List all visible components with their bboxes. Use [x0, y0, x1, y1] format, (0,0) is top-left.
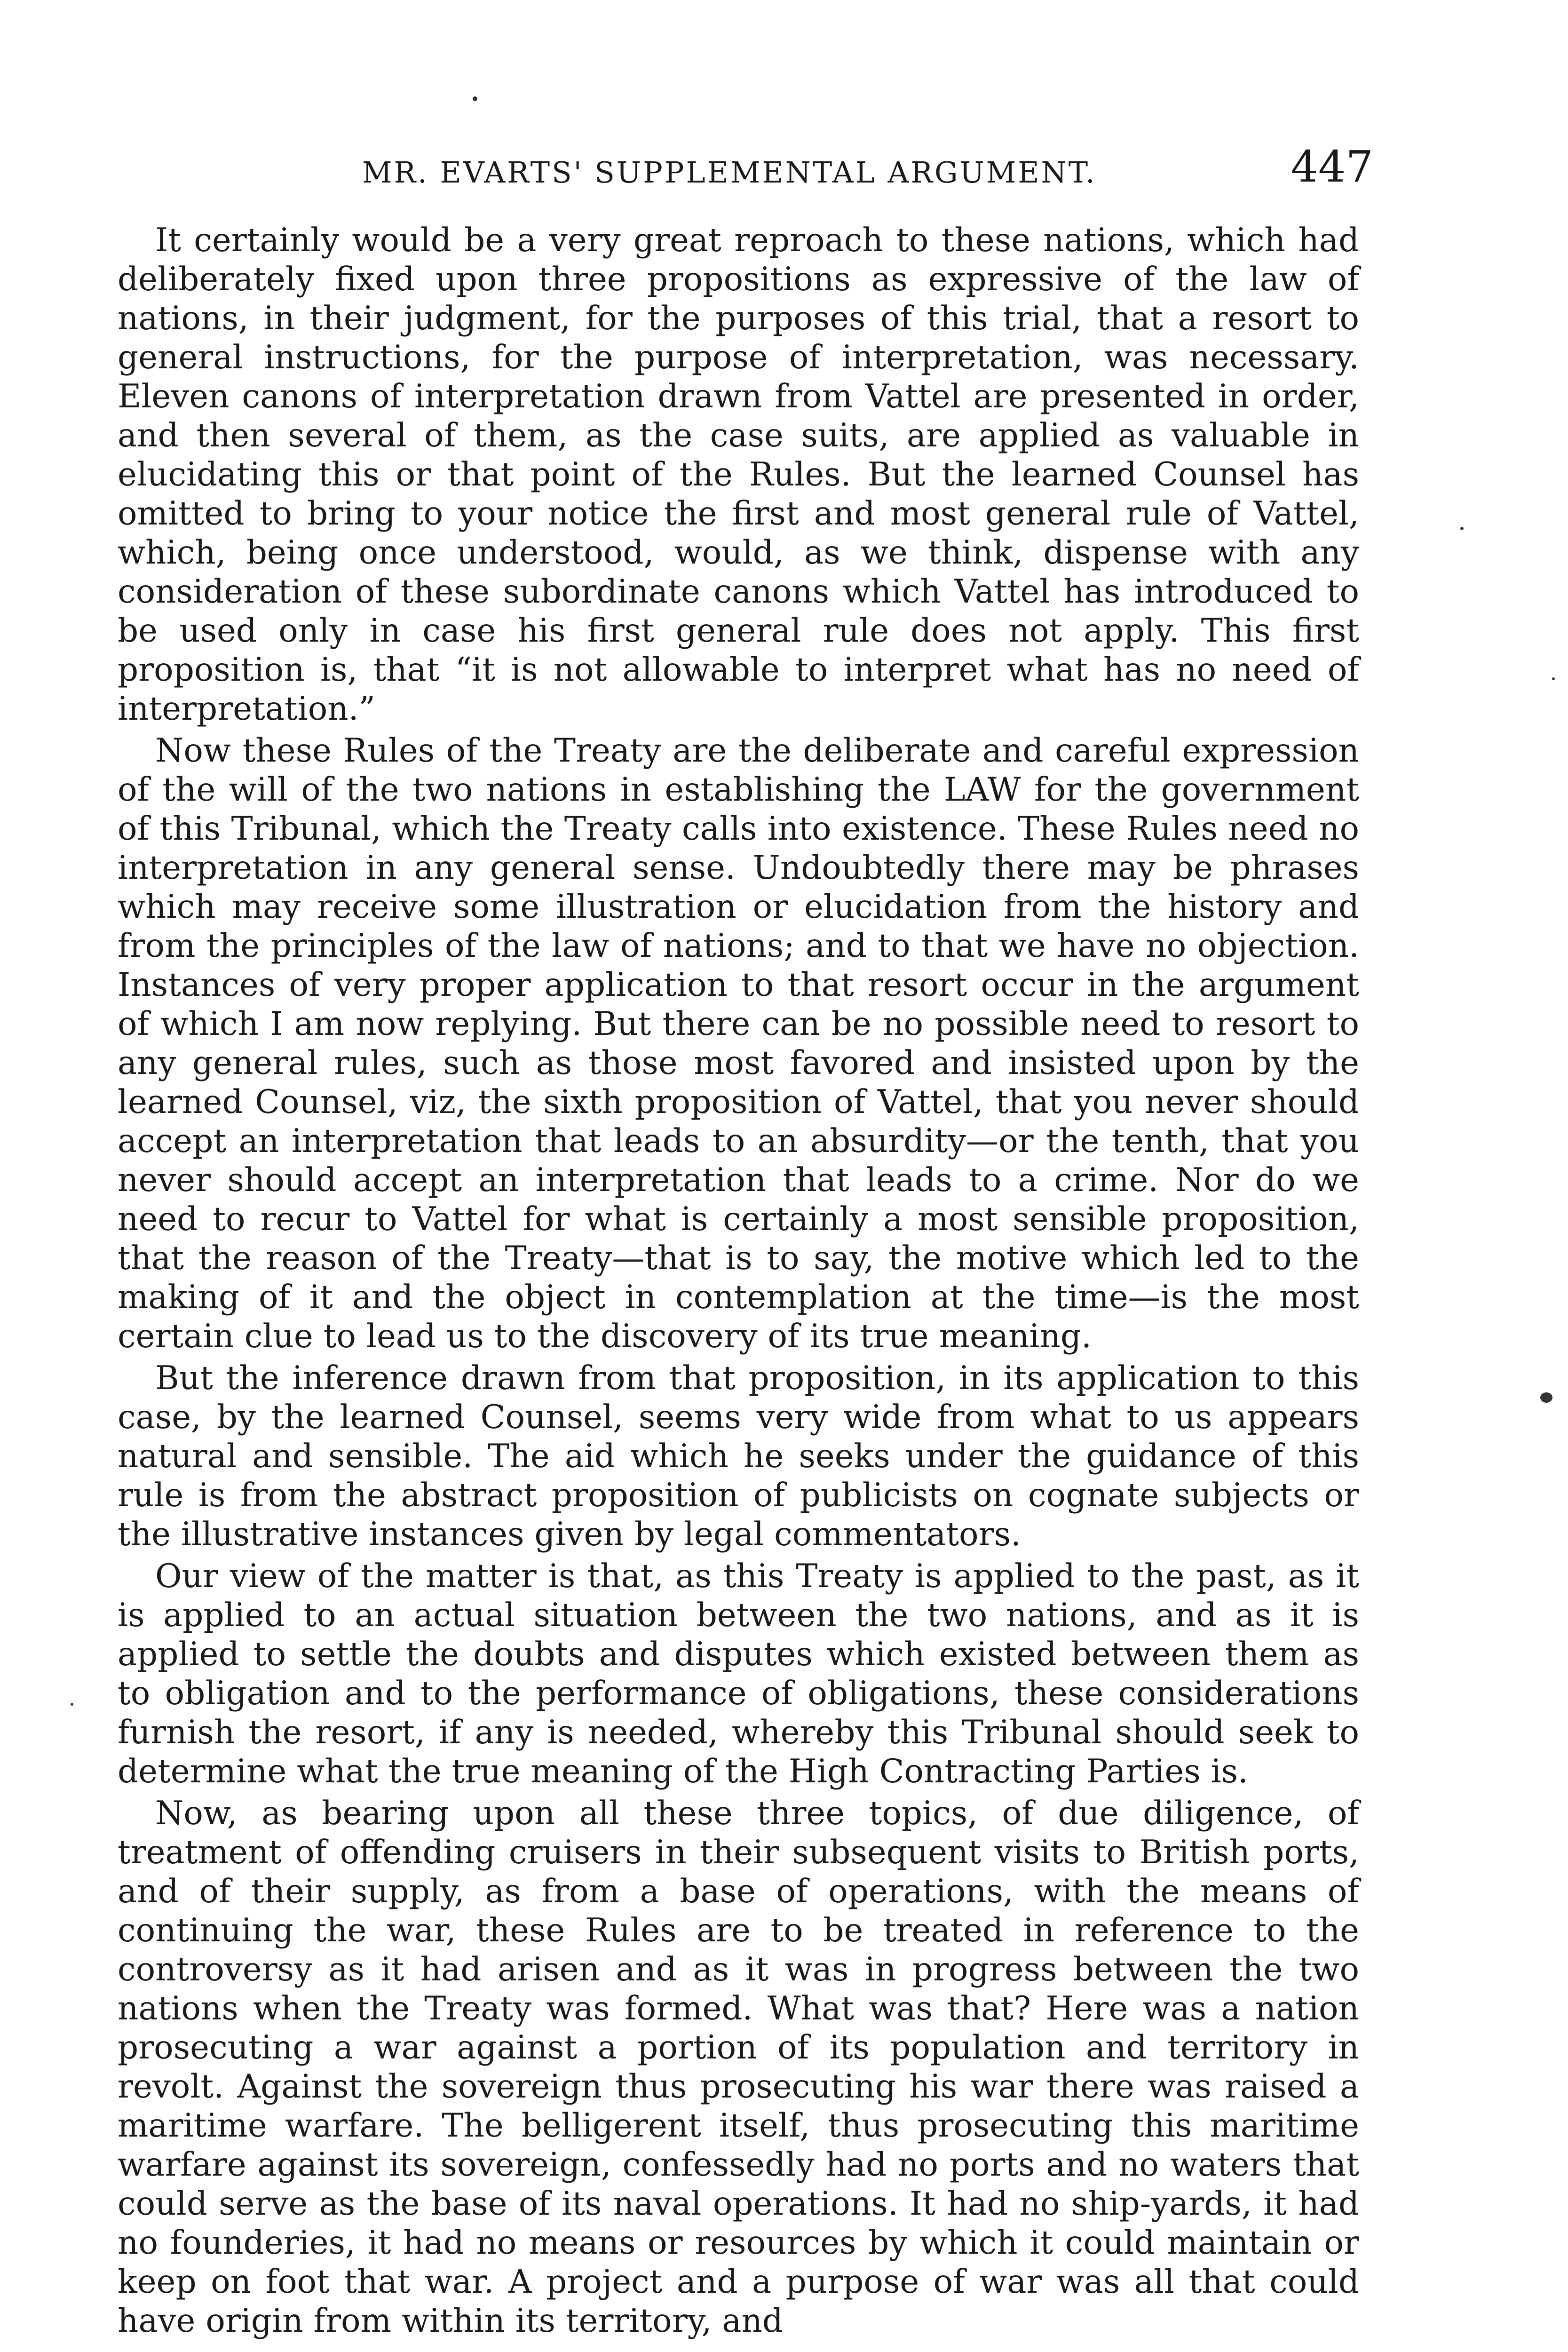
ink-speck [1540, 1392, 1552, 1403]
running-title: MR. EVARTS' SUPPLEMENTAL ARGUMENT. [362, 155, 1097, 190]
paragraph-2: Now these Rules of the Treaty are the deliberate and careful expression of the will of the two nations in establishing the LAW for the government of this Tribunal, which the Treaty calls into existence. These Rules need no interpretation in any general sense. Undoubtedly there may be phrases which may receive some illustration or elucidation from the history and from the principles of the law of nations; and to that we have no objection. Instances of very proper application to that resort occur in the argument of which I am now replying. But there can be no possible need to resort to any general rules, such as those most favored and insisted upon by the learned Counsel, viz, the sixth proposition of Vattel, that you never should accept an interpretation that leads to an absurdity—or the tenth, that you never should accept an interpretation that leads to a crime. Nor do we need to recur to Vattel for what is certainly a most sensible proposition, that the reason of the Treaty—that is to say, the motive which led to the making of it and the object in contemplation at the time—is the most certain clue to lead us to the discovery of its true meaning. [118, 732, 1359, 1355]
ink-speck [71, 1703, 73, 1706]
text-body [118, 221, 1359, 2344]
paragraph-1: It certainly would be a very great reproach to these nations, which had deliberately fixed upon three propositions as expressive of the law of nations, in their judgment, for the purposes of this trial, that a resort to general instructions, for the purpose of interpretation, was necessary. Eleven canons of interpretation drawn from Vattel are presented in order, and then several of them, as the case suits, are applied as valuable in elucidating this or that point of the Rules. But the learned Counsel has omitted to bring to your notice the first and most general rule of Vattel, which, being once understood, would, as we think, dispense with any consideration of these subordinate canons which Vattel has introduced to be used only in case his first general rule does not apply. This first proposition is, that “it is not allowable to interpret what has no need of interpretation.” [118, 222, 1359, 728]
running-head [118, 141, 1373, 193]
paragraph-5: Now, as bearing upon all these three topics, of due diligence, of treatment of offending cruisers in their subsequent visits to British ports, and of their supply, as from a base of operations, with the means of continuing the war, these Rules are to be treated in reference to the controversy as it had arisen and as it was in progress between the two nations when the Treaty was formed. What was that? Here was a nation prosecuting a war against a portion of its population and territory in revolt. Against the sovereign thus prosecuting his war there was raised a maritime warfare. The belligerent itself, thus prosecuting this maritime warfare against its sovereign, confessedly had no ports and no waters that could serve as the base of its naval operations. It had no ship-yards, it had no founderies, it had no means or resources by which it could maintain or keep on foot that war. A project and a purpose of war was all that could have origin from within its territory, and [118, 1795, 1359, 2340]
paragraph-3: But the inference drawn from that proposition, in its application to this case, by the learned Counsel, seems very wide from what to us appears natural and sensible. The aid which he seeks under the guidance of this rule is from the abstract proposition of publicists on cognate subjects or the illustrative instances given by legal commentators. [118, 1359, 1359, 1553]
paragraph-4: Our view of the matter is that, as this Treaty is applied to the past, as it is applied to an actual situation between the two nations, and as it is applied to settle the doubts and disputes which existed between them as to obligation and to the performance of obligations, these considerations furnish the resort, if any is needed, whereby this Tribunal should seek to determine what the true meaning of the High Contracting Parties is. [118, 1557, 1359, 1790]
ink-speck [1460, 527, 1464, 530]
ink-speck [1552, 677, 1555, 680]
page-number: 447 [1291, 142, 1373, 192]
ink-speck [473, 96, 477, 101]
